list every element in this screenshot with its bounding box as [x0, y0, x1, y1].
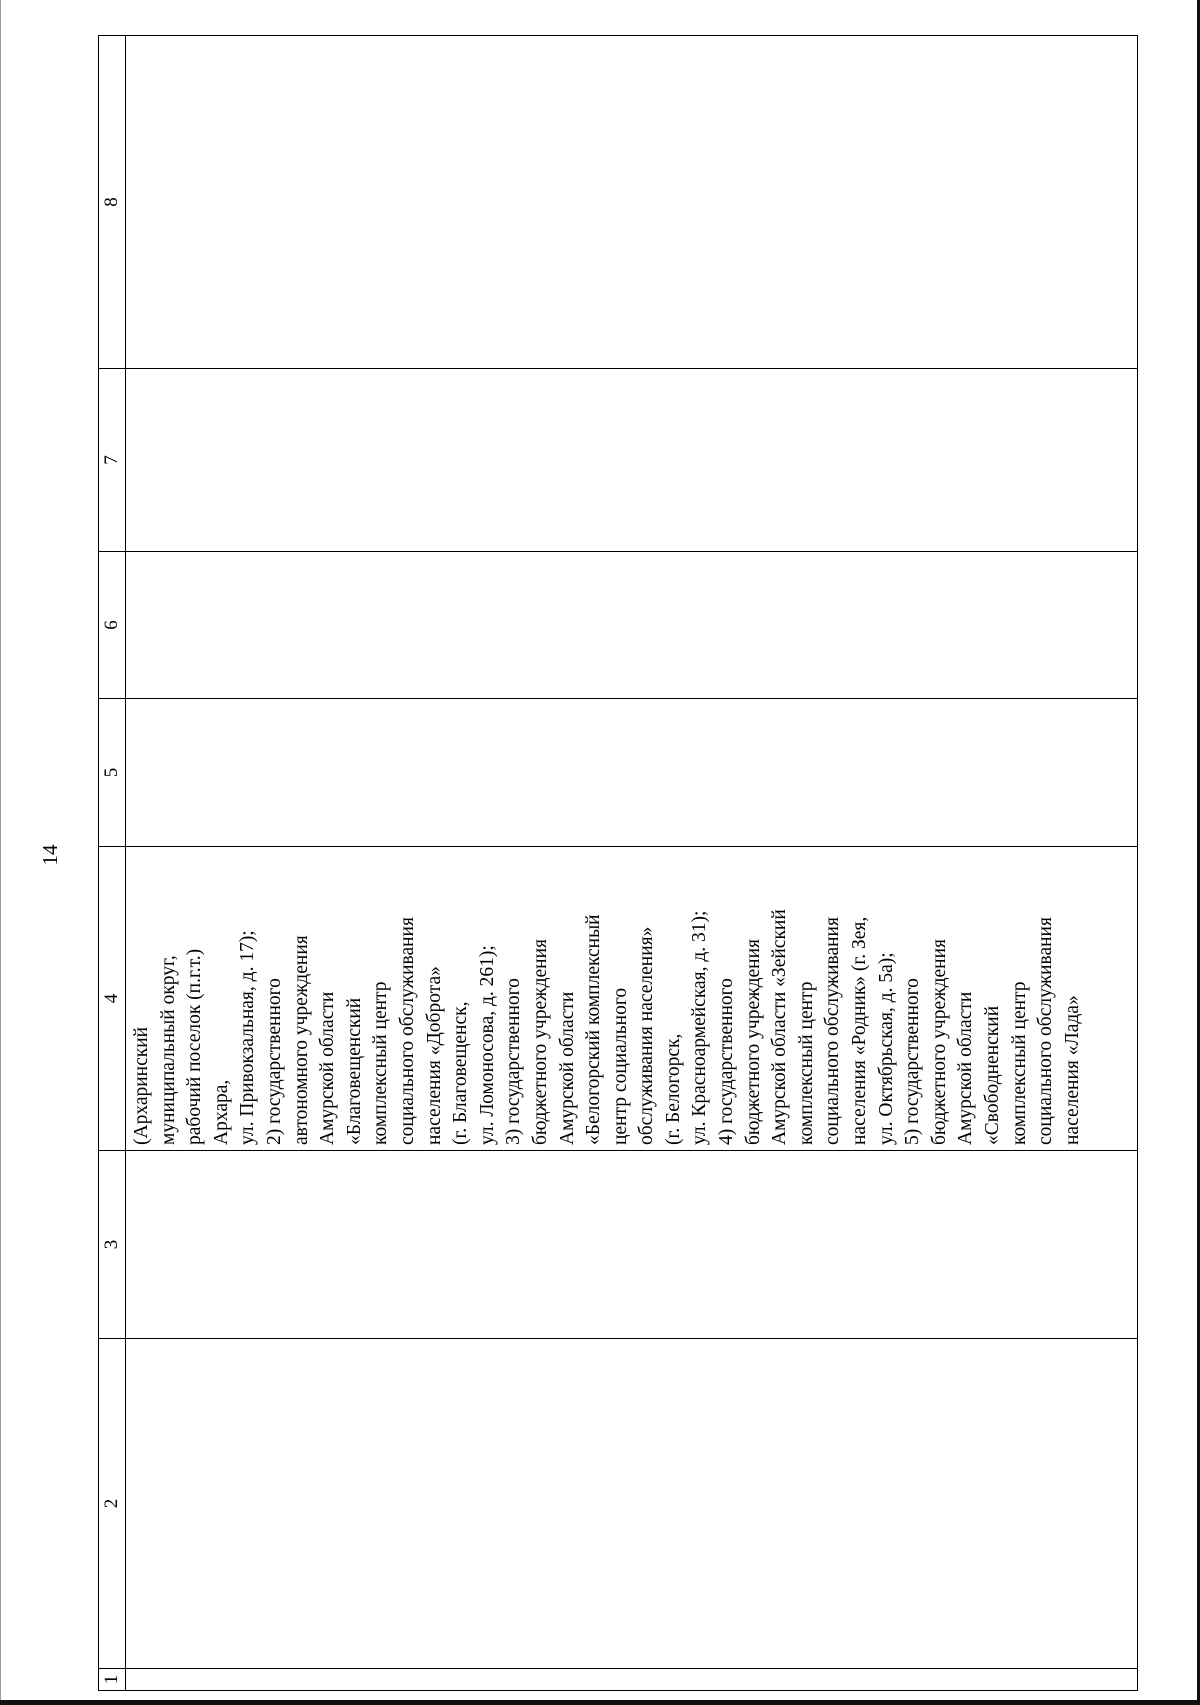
table-row [126, 36, 1138, 1691]
cell-line: «Свободненский [982, 1005, 1003, 1145]
column-header-8: 8 [99, 36, 126, 369]
cell-line: автономного учреждения [290, 935, 312, 1145]
cell-line: бюджетного учреждения [928, 939, 950, 1145]
cell-line: ул. Октябрьская, д. 5а); [875, 952, 897, 1145]
cell-line: (г. Благовещенск, [450, 1001, 472, 1145]
cell-line: социального обслуживания [396, 917, 418, 1145]
cell-line: рабочий поселок (п.г.т.) [184, 948, 206, 1145]
cell-line: 2) государственного [263, 978, 285, 1145]
cell-line: ул. Привокзальная, д. 17); [237, 930, 259, 1145]
cell-line: (Архаринский [131, 1026, 152, 1145]
page-number: 14 [38, 844, 62, 866]
column-header-1: 1 [99, 1669, 126, 1691]
cell-line: «Белогорский комплексный [583, 914, 605, 1145]
cell-col-2 [126, 1339, 1138, 1669]
cell-col-7 [126, 369, 1138, 552]
cell-line: социального обслуживания [1035, 917, 1057, 1145]
cell-col-1 [126, 1669, 1138, 1691]
header-row [99, 36, 126, 1691]
column-header-6: 6 [99, 552, 126, 699]
column-header-4: 4 [99, 847, 126, 1151]
cell-col-6 [126, 552, 1138, 699]
cell-line: муниципальный округ, [157, 955, 179, 1145]
cell-col-8 [126, 36, 1138, 369]
cell-line: комплексный центр [370, 981, 392, 1145]
document-table-rotated [98, 36, 1133, 1691]
cell-line: бюджетного учреждения [529, 939, 551, 1145]
cell-line: 4) государственного [716, 978, 738, 1145]
cell-line: комплексный центр [795, 981, 817, 1145]
column-header-7: 7 [99, 369, 126, 552]
cell-line: 3) государственного [503, 978, 525, 1145]
cell-line: населения «Родник» (г. Зея, [849, 916, 871, 1145]
cell-line: ул. Ломоносова, д. 261); [476, 945, 498, 1145]
document-table [98, 35, 1138, 1691]
cell-line: Архара, [210, 1079, 232, 1145]
cell-line: 5) государственного [902, 978, 924, 1145]
cell-line: комплексный центр [1008, 981, 1030, 1145]
column-header-5: 5 [99, 699, 126, 847]
scan-edge-left [0, 0, 1, 1705]
cell-line: Амурской области [317, 991, 339, 1145]
column-header-2: 2 [99, 1339, 126, 1669]
cell-col-3 [126, 1151, 1138, 1339]
cell-line: «Благовещенский [343, 997, 365, 1145]
column-header-3: 3 [99, 1151, 126, 1339]
cell-line: обслуживания населения» [636, 926, 658, 1145]
cell-line: Амурской области [955, 991, 977, 1145]
scan-edge-bottom [0, 1700, 1200, 1705]
cell-line: населения «Доброта» [423, 966, 445, 1145]
cell-line: населения «Лада» [1061, 995, 1083, 1145]
cell-line: центр социального [609, 987, 631, 1145]
cell-line: Амурской области «Зейский [769, 909, 791, 1145]
cell-line: (г. Белогорск, [662, 1033, 684, 1145]
cell-line: социального обслуживания [822, 917, 844, 1145]
cell-line: Амурской области [556, 991, 578, 1145]
cell-line: ул. Красноармейская, д. 31); [689, 910, 711, 1145]
cell-col-4 [126, 847, 1138, 1151]
cell-col-5 [126, 699, 1138, 847]
cell-line: бюджетного учреждения [742, 939, 764, 1145]
